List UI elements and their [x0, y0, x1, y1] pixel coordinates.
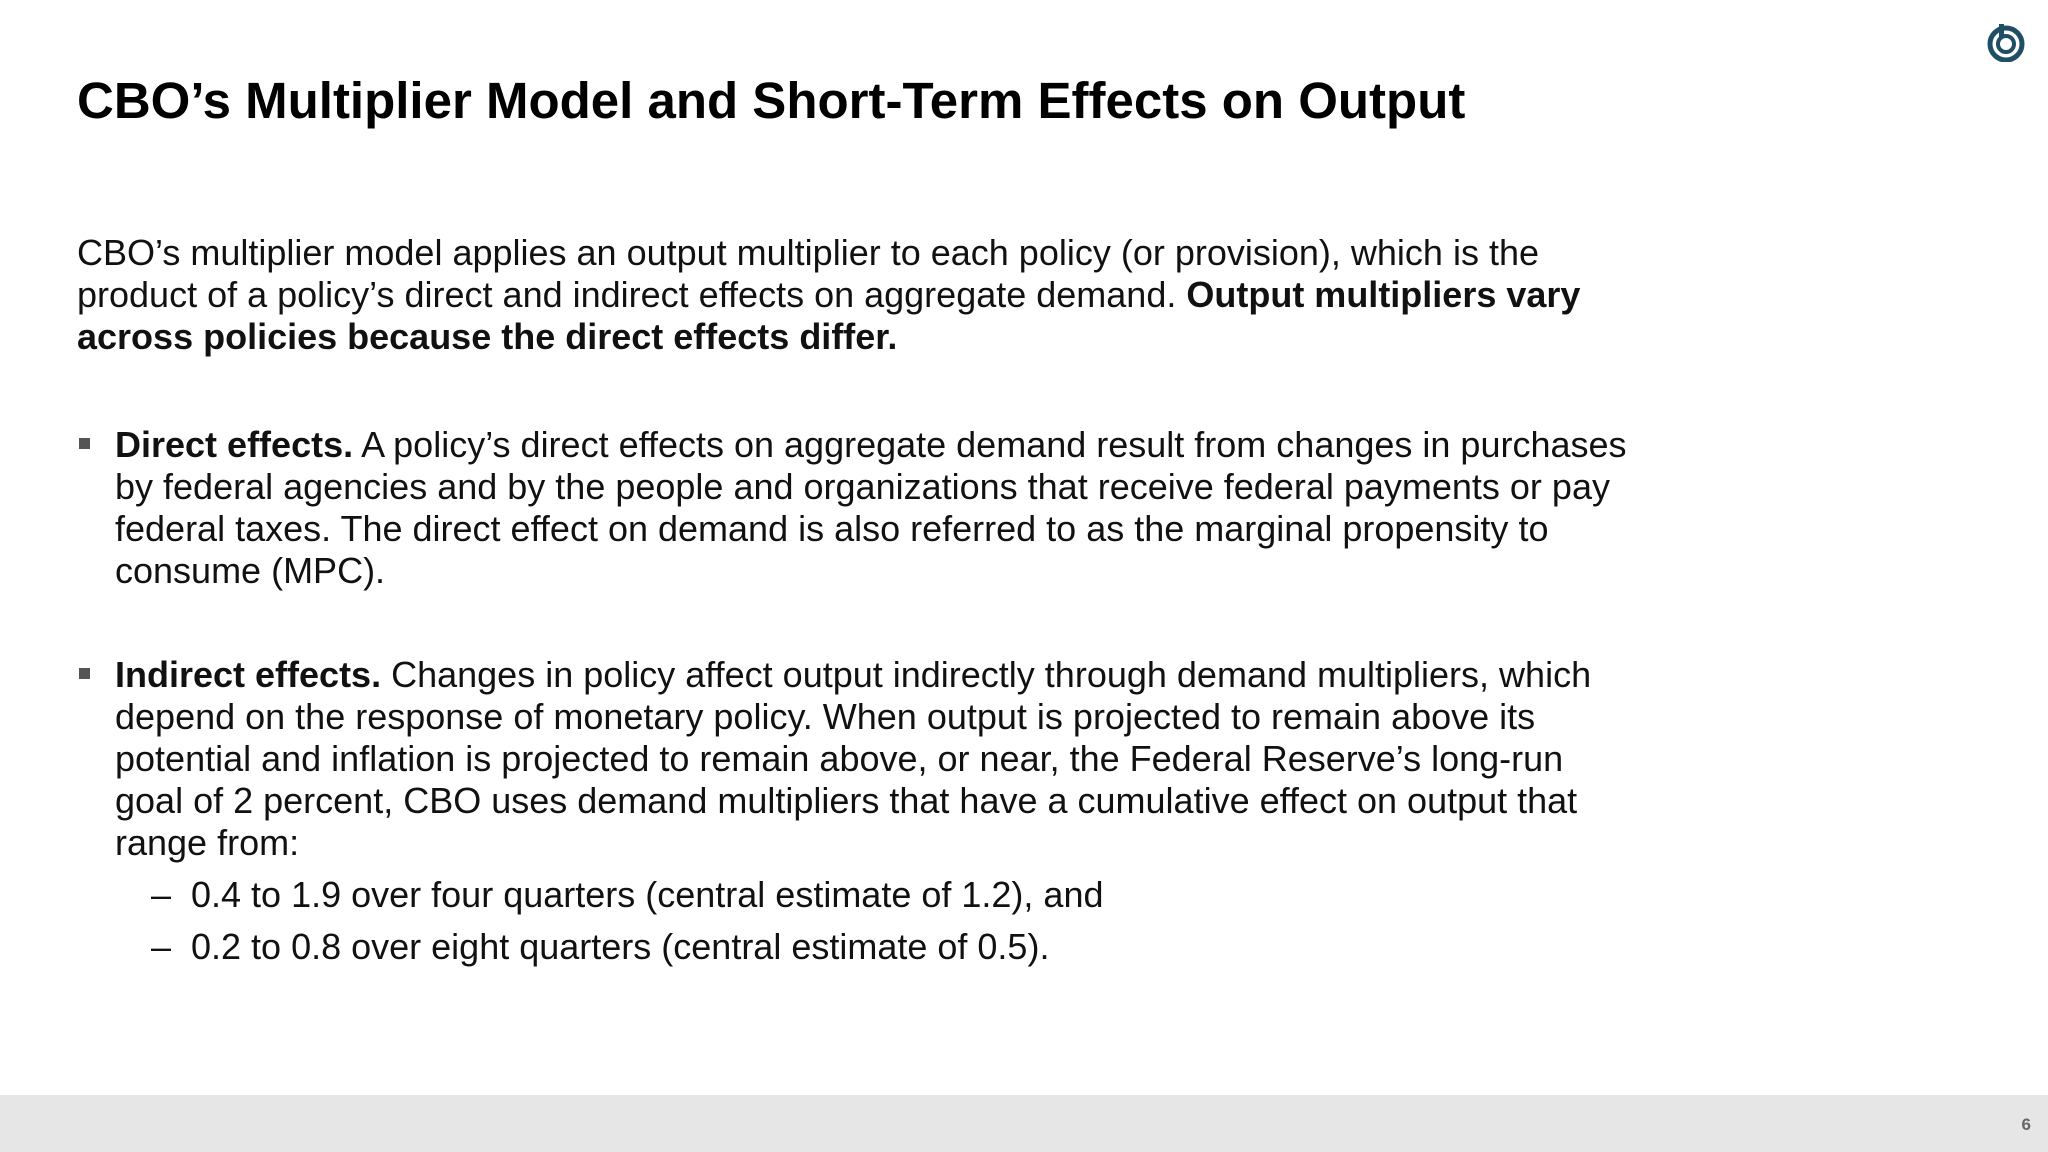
sub-bullet-list [115, 874, 1637, 968]
sub-bullet-text: 0.4 to 1.9 over four quarters (central estimate of 1.2), and [191, 874, 1104, 915]
square-bullet-icon [79, 438, 90, 449]
bullet-heading: Direct effects. [115, 424, 354, 465]
intro-paragraph [77, 232, 1637, 358]
sub-bullet-item [115, 926, 1637, 968]
intro-text: CBO’s multiplier model applies an output multiplier to each policy (or provision), which is the product of a policy’s direct and indirect effects on aggregate demand. [77, 232, 1539, 315]
bullet-indirect-effects [77, 654, 1637, 968]
bullet-text: Changes in policy affect output indirectly through demand multipliers, which depend on the response of monetary policy. When output is projected to remain above its potential and inflation is projected to remain above, or near, the Federal Reserve’s long-run goal of 2 percent, CBO uses demand multipliers that have a cumulative effect on output that range from: [115, 654, 1592, 863]
slide-content [77, 232, 1637, 1030]
dash-bullet-icon: – [151, 874, 172, 915]
bullet-list [77, 424, 1637, 968]
bullet-text: A policy’s direct effects on aggregate demand result from changes in purchases by federal agencies and by the people and organizations that receive federal payments or pay federal taxes. The direct effect on demand is also referred to as the marginal propensity to consume (MPC). [115, 424, 1627, 591]
intro-bold-text: Output multipliers vary across policies because the direct effects differ. [77, 274, 1581, 357]
page-number: 6 [2021, 1115, 2031, 1134]
footer-bar [0, 1095, 2048, 1152]
square-bullet-icon [79, 668, 90, 679]
sub-bullet-item [115, 874, 1637, 916]
bullet-heading: Indirect effects. [115, 654, 382, 695]
sub-bullet-text: 0.2 to 0.8 over eight quarters (central estimate of 0.5). [191, 926, 1050, 967]
slide-title: CBO’s Multiplier Model and Short-Term Effects on Output [77, 72, 1466, 129]
bullet-direct-effects [77, 424, 1637, 592]
cbo-logo-icon [1986, 22, 2026, 62]
dash-bullet-icon: – [151, 926, 172, 967]
